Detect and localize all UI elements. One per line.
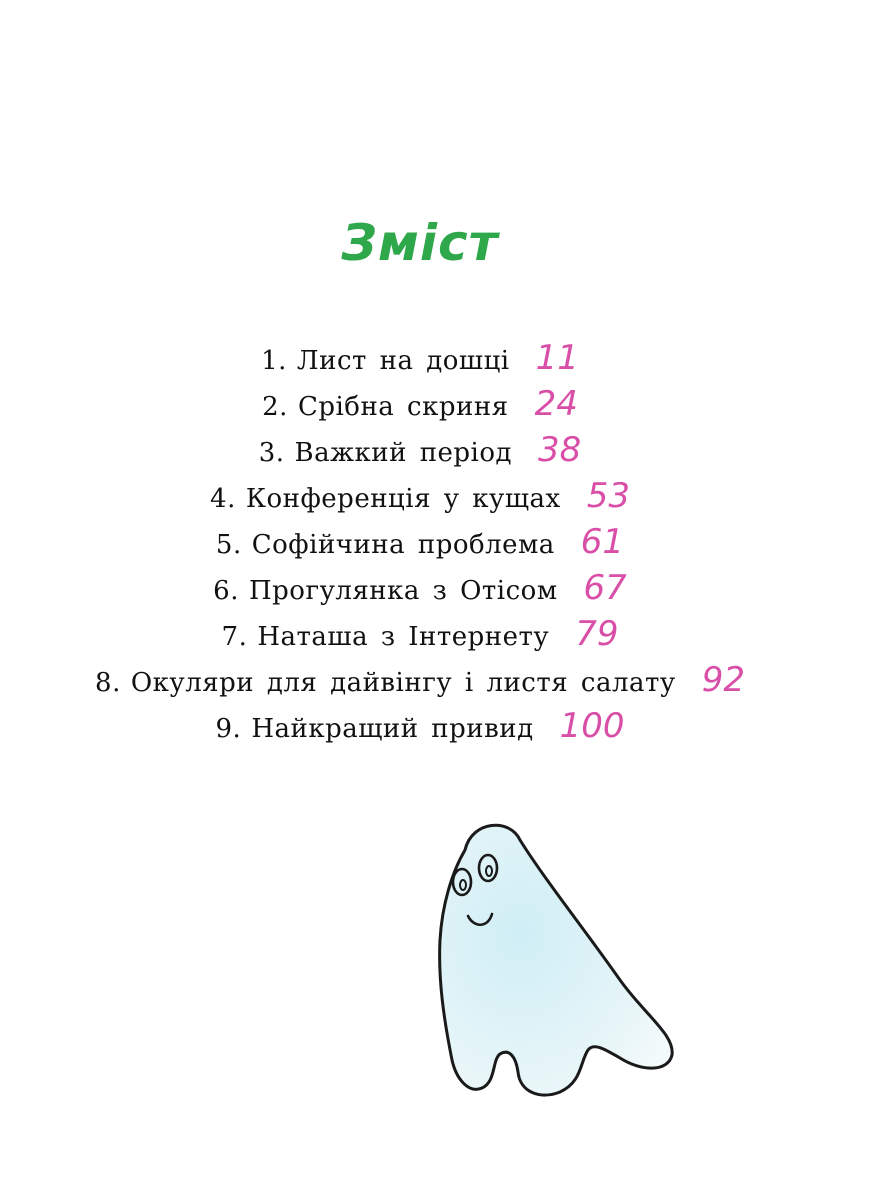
entry-page-number: 79 bbox=[575, 614, 619, 654]
ghost-body bbox=[440, 825, 673, 1095]
toc-entry[interactable] bbox=[0, 522, 840, 568]
toc-title: Зміст bbox=[341, 214, 499, 272]
toc-entry[interactable] bbox=[0, 384, 840, 430]
toc-entry[interactable] bbox=[0, 660, 840, 706]
entry-title: Найкращий привид bbox=[251, 714, 534, 744]
entry-number: 6. bbox=[213, 576, 239, 606]
entry-title: Лист на дошці bbox=[296, 346, 510, 376]
entry-title: Софійчина проблема bbox=[251, 530, 555, 560]
entry-number: 9. bbox=[215, 714, 242, 744]
entry-page-number: 61 bbox=[580, 522, 625, 562]
entry-number: 2. bbox=[262, 392, 288, 422]
entry-title: Окуляри для дайвінгу і листя салату bbox=[130, 668, 676, 698]
entry-page-number: 92 bbox=[701, 660, 745, 700]
entry-title: Конференція у кущах bbox=[245, 484, 561, 514]
entry-number: 4. bbox=[210, 484, 236, 514]
toc-entry[interactable] bbox=[0, 430, 840, 476]
entry-number: 7. bbox=[221, 622, 248, 652]
toc-entry[interactable] bbox=[0, 568, 840, 614]
entry-page-number: 67 bbox=[583, 568, 627, 608]
toc-entry[interactable] bbox=[0, 706, 840, 752]
entry-title: Срібна скриня bbox=[297, 392, 509, 422]
toc-list bbox=[0, 338, 840, 752]
entry-title: Наташа з Інтернету bbox=[257, 622, 550, 652]
toc-entry[interactable] bbox=[0, 338, 840, 384]
ghost-illustration-icon bbox=[410, 810, 690, 1110]
entry-title: Важкий період bbox=[294, 438, 513, 468]
entry-page-number: 38 bbox=[538, 430, 582, 470]
entry-page-number: 11 bbox=[535, 338, 579, 378]
entry-page-number: 24 bbox=[534, 384, 578, 424]
toc-entry[interactable] bbox=[0, 614, 840, 660]
entry-page-number: 100 bbox=[559, 706, 625, 746]
entry-number: 5. bbox=[215, 530, 242, 560]
entry-number: 1. bbox=[261, 346, 287, 376]
entry-page-number: 53 bbox=[586, 476, 630, 516]
entry-number: 3. bbox=[258, 438, 285, 468]
entry-number: 8. bbox=[95, 668, 121, 698]
toc-entry[interactable] bbox=[0, 476, 840, 522]
entry-title: Прогулянка з Отісом bbox=[248, 576, 558, 606]
